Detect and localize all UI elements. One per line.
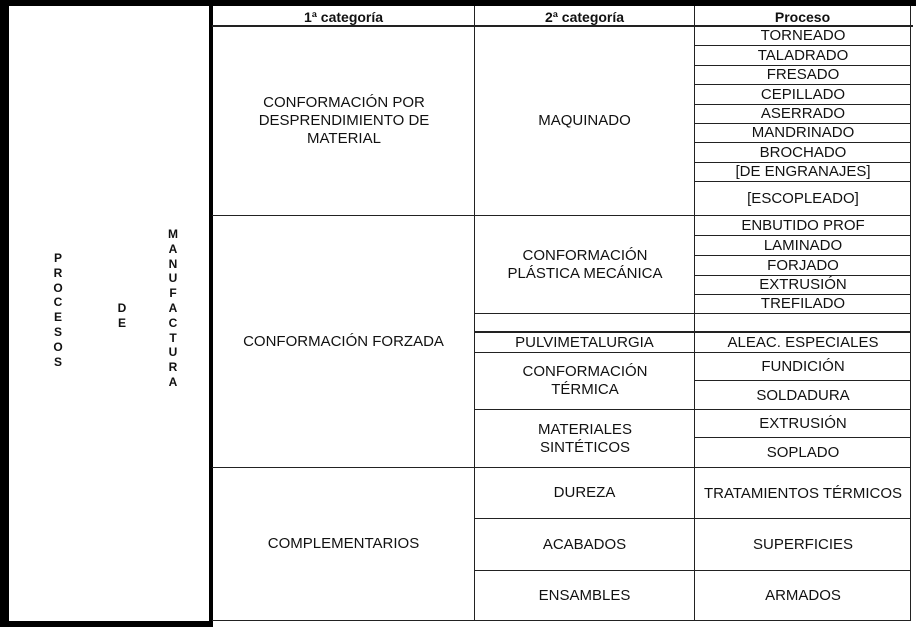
cat1-complementarios: COMPLEMENTARIOS bbox=[267, 535, 420, 552]
cat2-maquinado: MAQUINADO bbox=[538, 112, 631, 129]
proc-termica-1: SOLDADURA bbox=[756, 386, 850, 404]
left-border bbox=[0, 0, 9, 627]
header-proceso: Proceso bbox=[774, 8, 831, 25]
header-cat2: 2ª categoría bbox=[544, 8, 625, 25]
side-word-procesos bbox=[50, 251, 66, 369]
side-letter-procesos: S bbox=[53, 354, 62, 369]
proc-plastica-0: ENBUTIDO PROF bbox=[741, 217, 865, 234]
side-word-de bbox=[114, 301, 130, 331]
side-letter-procesos: S bbox=[53, 324, 62, 339]
side-letter-manufactura: A bbox=[168, 241, 178, 256]
bottom-border bbox=[0, 621, 212, 627]
proc-termica-0: FUNDICIÓN bbox=[761, 358, 845, 375]
side-letter-de: D bbox=[117, 301, 127, 315]
side-letter-manufactura: N bbox=[168, 256, 178, 271]
proc-maquinado-7: [DE ENGRANAJES] bbox=[735, 163, 871, 180]
cat1-forzada: CONFORMACIÓN FORZADA bbox=[243, 332, 444, 350]
proc-sinteticos-0: EXTRUSIÓN bbox=[759, 415, 847, 432]
side-letter-manufactura: A bbox=[168, 374, 178, 389]
cat2-termica: CONFORMACIÓN TÉRMICA bbox=[522, 363, 648, 398]
header-cat1: 1ª categoría bbox=[303, 8, 384, 25]
proc-maquinado-6: BROCHADO bbox=[759, 144, 847, 161]
side-letter-manufactura: A bbox=[168, 300, 178, 315]
side-letter-manufactura: M bbox=[168, 227, 178, 241]
proc-dureza: TRATAMIENTOS TÉRMICOS bbox=[703, 484, 903, 502]
proc-maquinado-8: [ESCOPLEADO] bbox=[747, 190, 859, 207]
side-letter-de: E bbox=[117, 315, 126, 330]
side-letter-manufactura: U bbox=[168, 271, 178, 286]
cat2-plastica: CONFORMACIÓN PLÁSTICA MECÁNICA bbox=[507, 246, 663, 282]
proc-maquinado-5: MANDRINADO bbox=[751, 124, 855, 141]
side-letter-manufactura: R bbox=[168, 360, 178, 375]
side-letter-manufactura: C bbox=[168, 315, 178, 330]
proc-maquinado-0: TORNEADO bbox=[760, 27, 846, 44]
side-letter-procesos: O bbox=[53, 280, 63, 295]
side-letter-procesos: O bbox=[53, 339, 63, 354]
side-letter-procesos: R bbox=[53, 265, 63, 280]
cat2-sinteticos: MATERIALES SINTÉTICOS bbox=[538, 420, 632, 456]
cat1-desprendimiento: CONFORMACIÓN POR DESPRENDIMIENTO DE MATERIAL bbox=[258, 94, 430, 147]
proc-plastica-2: FORJADO bbox=[767, 257, 839, 274]
proc-pulvimetalurgia: ALEAC. ESPECIALES bbox=[727, 334, 879, 351]
proc-maquinado-2: FRESADO bbox=[766, 66, 840, 83]
proc-maquinado-3: CEPILLADO bbox=[760, 86, 846, 103]
side-letter-procesos: P bbox=[53, 251, 62, 265]
side-letter-manufactura: F bbox=[169, 286, 177, 301]
cat2-pulvimetalurgia: PULVIMETALURGIA bbox=[515, 333, 654, 351]
cat2-ensambles: ENSAMBLES bbox=[538, 586, 631, 604]
proc-sinteticos-1: SOPLADO bbox=[766, 444, 840, 461]
proc-ensambles: ARMADOS bbox=[765, 587, 841, 604]
proc-plastica-4: TREFILADO bbox=[760, 295, 846, 312]
cat2-dureza: DUREZA bbox=[553, 484, 616, 501]
sep-plastica-bottom bbox=[475, 313, 911, 314]
top-border bbox=[0, 0, 916, 6]
side-letter-manufactura: U bbox=[168, 345, 178, 360]
cat2-acabados: ACABADOS bbox=[542, 535, 627, 553]
table-bottom-line bbox=[212, 620, 911, 621]
proc-plastica-3: EXTRUSIÓN bbox=[759, 276, 847, 293]
side-word-manufactura bbox=[165, 227, 181, 390]
proc-plastica-1: LAMINADO bbox=[763, 237, 843, 254]
proc-maquinado-4: ASERRADO bbox=[760, 105, 846, 122]
side-letter-manufactura: T bbox=[169, 330, 177, 345]
proc-acabados: SUPERFICIES bbox=[752, 536, 854, 553]
side-letter-procesos: C bbox=[53, 295, 63, 310]
side-letter-procesos: E bbox=[53, 310, 62, 325]
proc-maquinado-1: TALADRADO bbox=[757, 47, 849, 64]
